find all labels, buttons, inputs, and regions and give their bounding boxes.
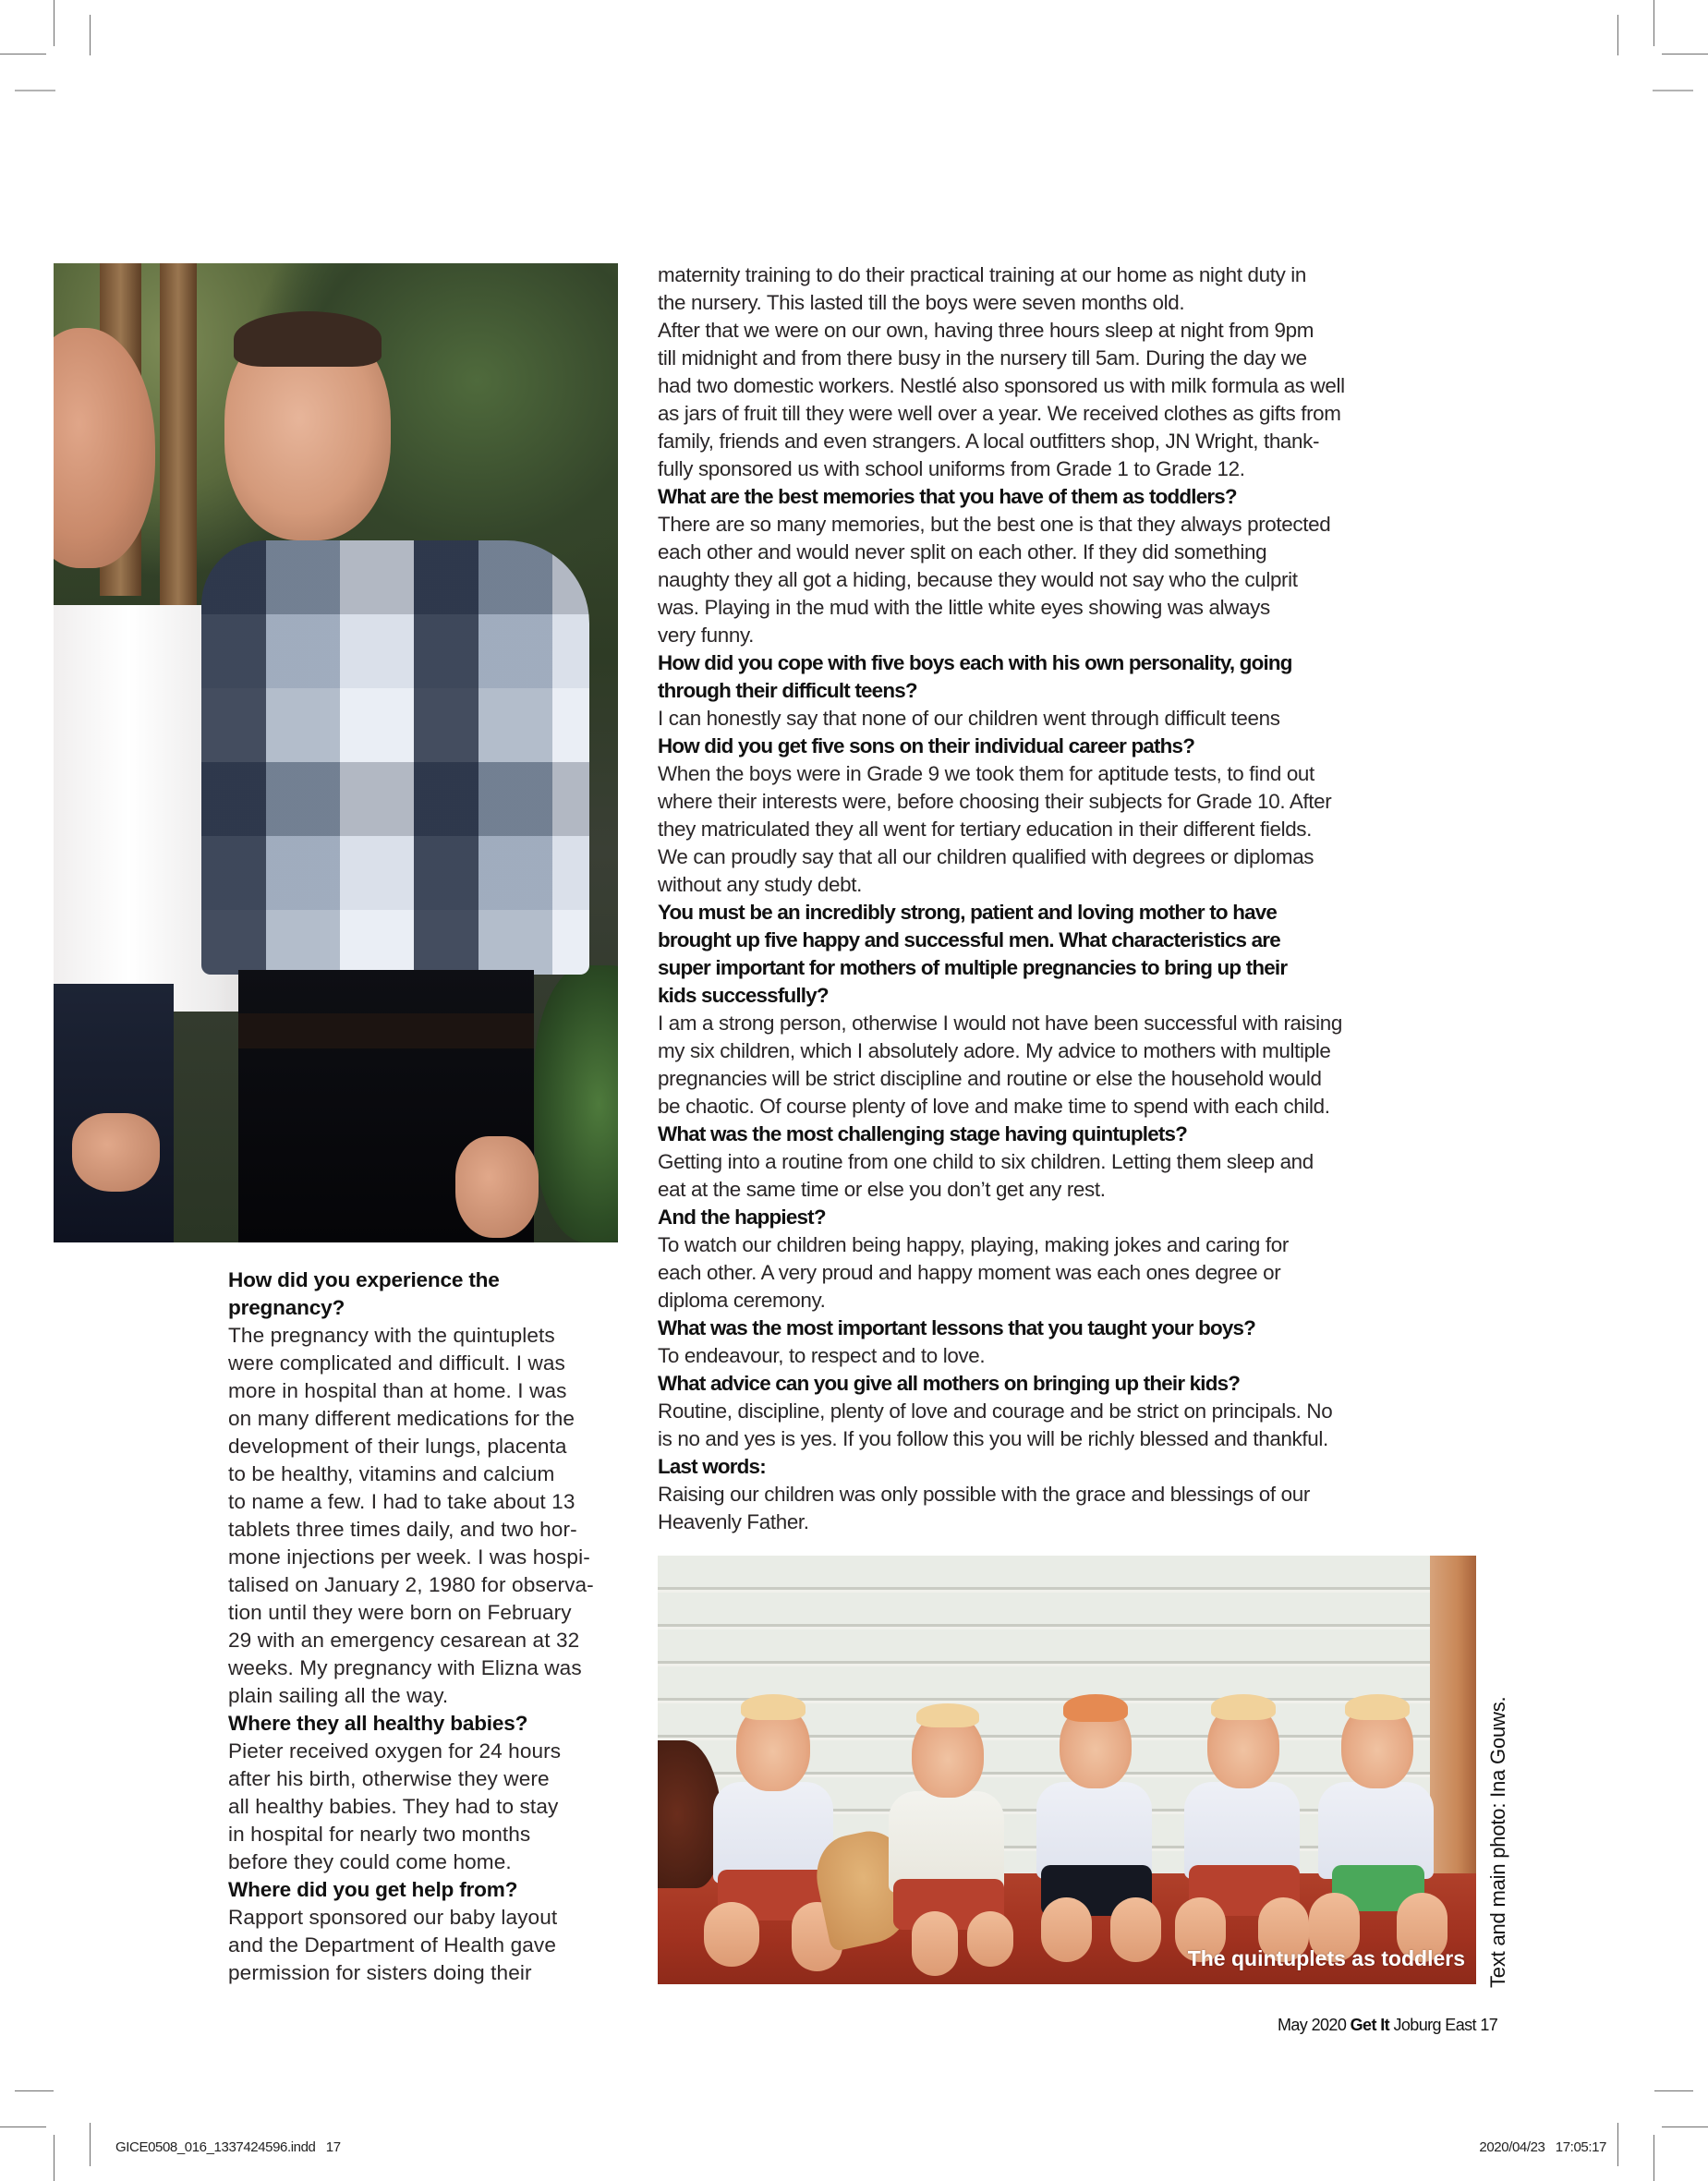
crop-mark-top-right-h-inner [1653,90,1693,91]
answer-line: in hospital for nearly two months [228,1823,531,1846]
answer-line: To watch our children being happy, playing, making jokes and caring for [658,1233,1289,1256]
answer-line: had two domestic workers. Nestlé also sponsored us with milk formula as well [658,374,1345,397]
answer-line: Rapport sponsored our baby layout [228,1906,558,1929]
answer-line: When the boys were in Grade 9 we took them for aptitude tests, to find out [658,762,1314,785]
question-line: What advice can you give all mothers on bringing up their kids? [658,1372,1241,1395]
question-line: kids successfully? [658,984,829,1007]
question-line: Where they all healthy babies? [228,1712,528,1735]
answer-line: Pieter received oxygen for 24 hours [228,1739,562,1763]
answer-line: To endeavour, to respect and to love. [658,1344,986,1367]
main-photo-tree-trunk [160,263,197,651]
answer-line: each other and would never split on each other. If they did something [658,540,1267,563]
question-line: through their difficult teens? [658,679,917,702]
answer-line: Heavenly Father. [658,1510,809,1533]
photo-credit: Text and main photo: Ina Gouws. [1486,1696,1509,1988]
answer-line: Getting into a routine from one child to six children. Letting them sleep and [658,1150,1314,1173]
folio-publication: Get It [1350,2016,1390,2034]
answer-line: mone injections per week. I was hospi- [228,1545,590,1569]
answer-line: 29 with an emergency cesarean at 32 [228,1629,580,1652]
question-line: Last words: [658,1455,766,1478]
answer-line: I can honestly say that none of our children went through difficult teens [658,707,1280,730]
answer-line: permission for sisters doing their [228,1961,532,1984]
answer-line: before they could come home. [228,1850,512,1873]
answer-line: fully sponsored us with school uniforms from Grade 1 to Grade 12. [658,457,1245,480]
answer-line: very funny. [658,624,755,647]
answer-line: to name a few. I had to take about 13 [228,1490,575,1513]
answer-line: more in hospital than at home. I was [228,1379,567,1402]
crop-mark-top-left-h-inner [15,90,55,91]
main-photo-hand [72,1113,160,1192]
answer-line: We can proudly say that all our children qualified with degrees or diplomas [658,845,1314,868]
answer-line: family, friends and even strangers. A local outfitters shop, JN Wright, thank- [658,430,1320,453]
folio-date: May 2020 [1278,2016,1347,2034]
main-photo-belt [238,1013,534,1048]
answer-line: pregnancies will be strict discipline and routine or else the household would [658,1067,1322,1090]
crop-mark-bottom-left-v-inner [90,2123,91,2166]
answer-line: eat at the same time or else you don’t get any rest. [658,1178,1106,1201]
right-text-column [658,261,1489,1536]
main-photo [54,263,618,1242]
crop-mark-top-left-v-outer [54,0,55,46]
main-photo-man-right-shirt [201,540,589,975]
question-line: What was the most challenging stage having quintuplets? [658,1122,1188,1145]
answer-line: plain sailing all the way. [228,1684,449,1707]
crop-mark-top-left-h-outer [0,54,46,55]
answer-line: the nursery. This lasted till the boys were seven months old. [658,291,1185,314]
answer-line: after his birth, otherwise they were [228,1767,550,1790]
crop-mark-bottom-right-v-inner [1617,2123,1618,2166]
answer-line: naughty they all got a hiding, because they would not say who the culprit [658,568,1298,591]
page-folio [1278,2016,1497,2035]
answer-line: I am a strong person, otherwise I would not have been successful with raising [658,1012,1342,1035]
question-line: How did you experience the [228,1268,500,1291]
answer-line: diploma ceremony. [658,1289,826,1312]
answer-line: was. Playing in the mud with the little white eyes showing was always [658,596,1270,619]
crop-mark-top-right-v-inner [1617,15,1618,55]
answer-line: weeks. My pregnancy with Elizna was [228,1656,582,1679]
answer-line: Raising our children was only possible with the grace and blessings of our [658,1483,1310,1506]
crop-mark-bottom-right-v-outer [1653,2135,1654,2181]
answer-line: on many different medications for the [228,1407,575,1430]
folio-edition: Joburg East [1393,2016,1476,2034]
crop-mark-top-left-v-inner [90,15,91,55]
answer-line: my six children, which I absolutely adore. My advice to mothers with multiple [658,1039,1331,1062]
toddler-5 [1304,1694,1452,1962]
answer-line: were complicated and difficult. I was [228,1351,565,1375]
question-line: And the happiest? [658,1206,826,1229]
answer-line: The pregnancy with the quintuplets [228,1324,555,1347]
answer-line: till midnight and from there busy in the nursery till 5am. During the day we [658,346,1307,370]
slug-filename: GICE0508_016_1337424596.indd 17 [115,2139,341,2155]
answer-line: all healthy babies. They had to stay [228,1795,559,1818]
answer-line: tablets three times daily, and two hor- [228,1518,577,1541]
answer-line: After that we were on our own, having three hours sleep at night from 9pm [658,319,1314,342]
main-photo-hand [455,1136,539,1238]
answer-line: development of their lungs, placenta [228,1435,567,1458]
question-line: How did you get five sons on their individual career paths? [658,734,1195,757]
toddlers-photo [658,1556,1476,1984]
answer-line: as jars of fruit till they were well over a year. We received clothes as gifts from [658,402,1341,425]
question-line: What was the most important lessons that you taught your boys? [658,1316,1256,1339]
answer-line: tion until they were born on February [228,1601,572,1624]
question-line: You must be an incredibly strong, patient and loving mother to have [658,901,1278,924]
crop-mark-bottom-left-h-inner [15,2090,54,2091]
question-line: pregnancy? [228,1296,345,1319]
question-line: Where did you get help from? [228,1878,518,1901]
answer-line: to be healthy, vitamins and calcium [228,1462,555,1485]
answer-line: Routine, discipline, plenty of love and courage and be strict on principals. No [658,1399,1333,1423]
crop-mark-bottom-right-h-inner [1654,2090,1693,2091]
answer-line: talised on January 2, 1980 for observa- [228,1573,594,1596]
crop-mark-top-right-h-outer [1662,54,1708,55]
answer-line: and the Department of Health gave [228,1933,556,1957]
answer-line: maternity training to do their practical training at our home as night duty in [658,263,1307,286]
question-line: What are the best memories that you have of them as toddlers? [658,485,1237,508]
question-line: How did you cope with five boys each with his own personality, going [658,651,1292,674]
left-text-column [228,1266,625,1987]
question-line: super important for mothers of multiple pregnancies to bring up their [658,956,1288,979]
question-line: brought up five happy and successful men. What characteristics are [658,928,1280,951]
crop-mark-bottom-right-h-outer [1662,2126,1708,2127]
answer-line: without any study debt. [658,873,862,896]
crop-mark-bottom-left-h-outer [0,2126,46,2127]
answer-line: where their interests were, before choosing their subjects for Grade 10. After [658,790,1332,813]
main-photo-plant [534,965,618,1242]
answer-line: be chaotic. Of course plenty of love and make time to spend with each child. [658,1095,1330,1118]
answer-line: There are so many memories, but the best one is that they always protected [658,513,1331,536]
crop-mark-bottom-left-v-outer [54,2135,55,2181]
crop-mark-top-right-v-outer [1653,0,1654,46]
answer-line: each other. A very proud and happy moment was each ones degree or [658,1261,1281,1284]
toddler-2 [875,1703,1023,1971]
slug-timestamp: 2020/04/23 17:05:17 [1479,2139,1606,2155]
toddler-3 [1023,1694,1170,1962]
folio-page-number: 17 [1480,2016,1498,2034]
answer-line: is no and yes is yes. If you follow this you will be richly blessed and thankful. [658,1427,1328,1450]
toddler-4 [1170,1694,1318,1962]
photo-caption: The quintuplets as toddlers [1187,1946,1465,1970]
answer-line: they matriculated they all went for tertiary education in their different fields. [658,818,1313,841]
main-photo-man-right-hair [234,311,382,367]
